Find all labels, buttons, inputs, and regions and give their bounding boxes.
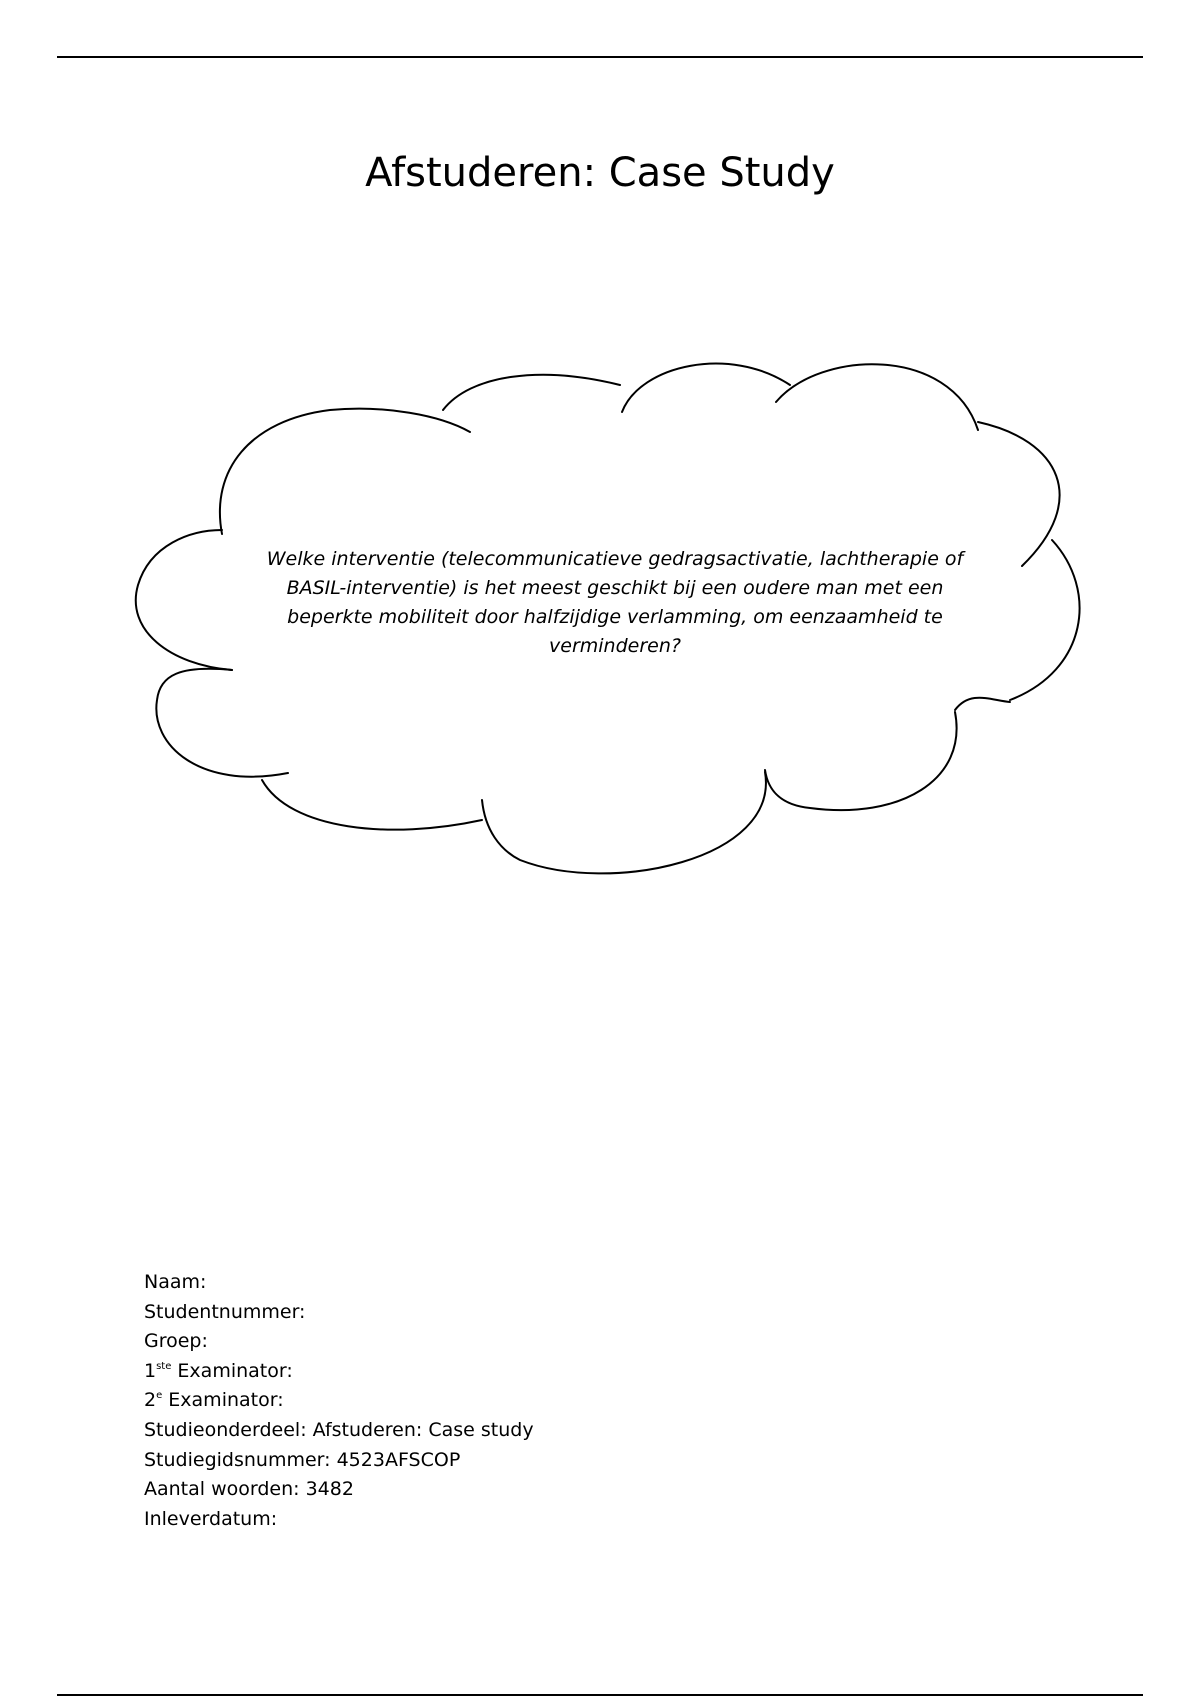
examinator-1-ordinal: ste xyxy=(156,1360,172,1372)
examinator-2-label: Examinator: xyxy=(162,1389,284,1412)
info-aantal-woorden: Aantal woorden: 3482 xyxy=(144,1478,354,1501)
info-naam: Naam: xyxy=(144,1271,207,1293)
info-groep: Groep: xyxy=(144,1330,208,1353)
info-studiegidsnummer: Studiegidsnummer: 4523AFSCOP xyxy=(144,1448,461,1471)
examinator-2-ordinal: e xyxy=(156,1390,163,1402)
examinator-1-label: Examinator: xyxy=(171,1359,293,1382)
bottom-rule xyxy=(57,1694,1143,1696)
info-examinator-1 xyxy=(144,1357,534,1387)
info-studieonderdeel: Studieonderdeel: Afstuderen: Case study xyxy=(144,1418,534,1441)
info-studentnummer: Studentnummer: xyxy=(144,1300,306,1323)
info-examinator-2 xyxy=(144,1386,534,1416)
research-question: Welke interventie (telecommunicatieve gedragsactivatie, lachtherapie of BASIL-interventie) is het meest geschikt bij een oudere man met een beperkte mobiliteit door halfzijdige verlamming, om eenzaamheid te verminderen? xyxy=(266,548,964,657)
info-inleverdatum: Inleverdatum: xyxy=(144,1507,278,1530)
page-title: Afstuderen: Case Study xyxy=(365,150,835,196)
student-info-block xyxy=(144,1268,534,1534)
examinator-1-number: 1 xyxy=(144,1359,157,1382)
examinator-2-number: 2 xyxy=(144,1389,157,1412)
